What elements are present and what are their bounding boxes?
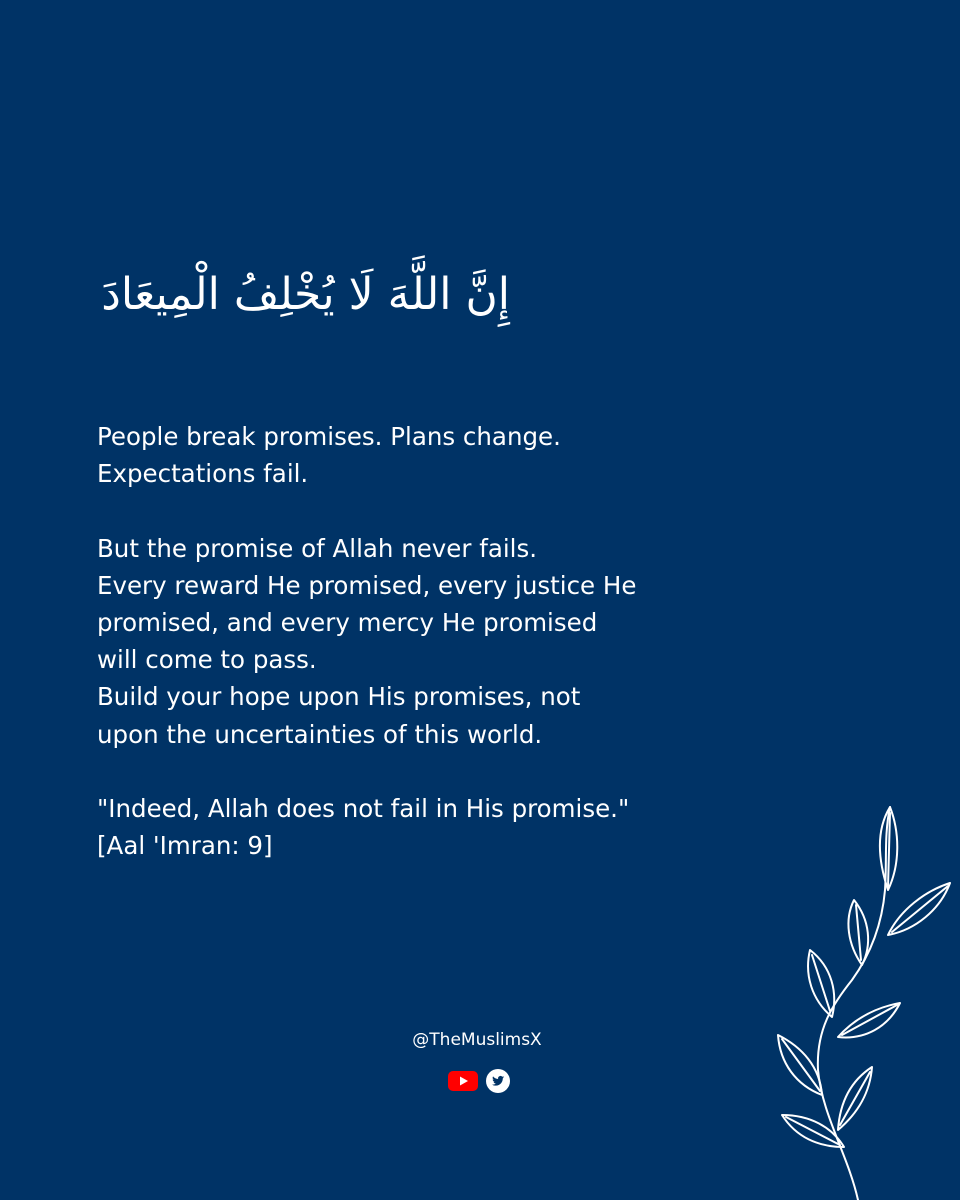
reflection-paragraph-2 <box>97 530 737 753</box>
text-line: upon the uncertainties of this world. <box>97 719 543 749</box>
arabic-verse: إِنَّ اللَّهَ لَا يُخْلِفُ الْمِيعَادَ <box>101 269 510 320</box>
text-line: But the promise of Allah never fails. <box>97 533 538 563</box>
reflection-text <box>97 418 737 864</box>
text-line: will come to pass. <box>97 645 317 675</box>
quote-reference: [Aal 'Imran: 9] <box>97 831 273 861</box>
reflection-paragraph-1 <box>97 418 737 492</box>
account-handle: @TheMuslimsX <box>412 1030 542 1050</box>
text-line: Build your hope upon His promises, not <box>97 682 581 712</box>
twitter-icon[interactable] <box>486 1069 510 1093</box>
quote-paragraph <box>97 790 737 864</box>
text-line: Expectations fail. <box>97 459 309 489</box>
quote-text: "Indeed, Allah does not fail in His promise." <box>97 794 630 823</box>
social-icons <box>448 1069 512 1093</box>
leaf-branch-illustration <box>760 795 960 1200</box>
youtube-icon[interactable] <box>448 1071 478 1091</box>
text-line: Every reward He promised, every justice He <box>97 570 637 600</box>
text-line: promised, and every mercy He promised <box>97 608 598 637</box>
text-line: People break promises. Plans change. <box>97 422 561 451</box>
